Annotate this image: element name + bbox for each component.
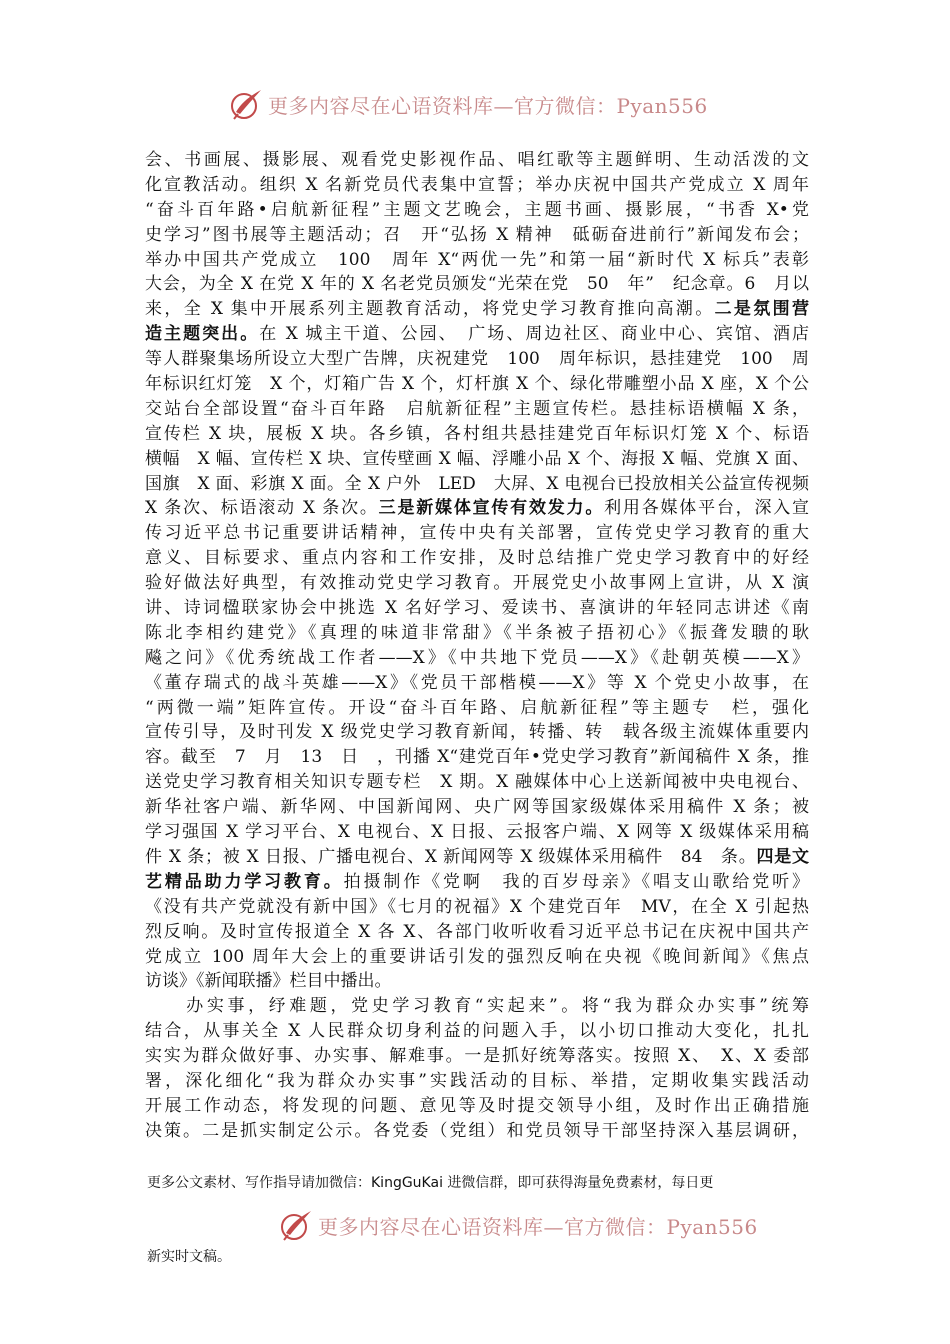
- body-line: [145, 447, 809, 472]
- line-text: 等人群聚集场所设立大型广告牌，庆祝建党 100 周年标识，悬挂建党 100 周: [145, 349, 809, 370]
- line-text: 化宣教活动。组织 X 名新党员代表集中宣誓；举办庆祝中国共产党成立 X 周年: [145, 174, 809, 195]
- body-line: [145, 969, 809, 994]
- body-line: [145, 173, 809, 198]
- line-text: 送党史学习教育相关知识专题专栏 X 期。X 融媒体中心上送新闻被中央电视台、: [145, 772, 809, 793]
- body-line: [145, 870, 809, 895]
- body-line: [145, 1119, 809, 1144]
- watermark-top: [0, 84, 950, 124]
- line-text: 讲、诗词楹联家协会中挑选 X 名好学习、爱读书、喜演讲的年轻同志讲述《南: [145, 598, 809, 619]
- line-text: 宣传栏 X 块，展板 X 块。各乡镇，各村组共悬挂建党百年标识灯笼 X 个、标语: [145, 423, 809, 444]
- body-line: [145, 1019, 809, 1044]
- line-text: 件 X 条；被 X 日报、广播电视台、X 新闻网等 X 级媒体采用稿件 84 条。: [145, 846, 757, 867]
- body-line: [145, 945, 809, 970]
- watermark-text: 更多内容尽在心语资料库—官方微信：Pyan556: [318, 1215, 758, 1239]
- line-text: 《没有共产党就没有新中国》《七月的祝福》X 个建党百年 MV，在全 X 引起热: [145, 896, 809, 917]
- line-text: 飚之问》《优秀统战工作者——X》《中共地下党员——X》《赴朝英模——X》: [145, 647, 809, 668]
- body-line: [145, 496, 809, 521]
- line-text: 实实为群众做好事、办实事、解难事。一是抓好统筹落实。按照 X、 X、X 委部: [145, 1046, 809, 1067]
- line-text: 在 X 城主干道、公园、 广场、周边社区、商业中心、宾馆、酒店: [259, 324, 809, 345]
- body-line: [145, 621, 809, 646]
- line-text: 学习强国 X 学习平台、X 电视台、X 日报、云报客户端、X 网等 X 级媒体采用稿: [145, 822, 809, 843]
- line-text: 党成立 100 周年大会上的重要讲话引发的强烈反响在央视《晚间新闻》《焦点: [145, 946, 809, 967]
- body-line: [145, 198, 809, 223]
- body-line: [145, 671, 809, 696]
- body-line: [145, 472, 809, 497]
- body-line: [145, 696, 809, 721]
- line-text: 开展工作动态，将发现的问题、意见等及时提交领导小组，及时作出正确措施: [145, 1095, 809, 1116]
- body-line: [145, 521, 809, 546]
- line-text: 史学习”图书展等主题活动；召 开“弘扬 X 精神 砥砺奋进前行”新闻发布会；: [145, 224, 809, 245]
- line-text: 利用各媒体平台，深入宣: [604, 498, 809, 519]
- line-text: 举办中国共产党成立 100 周年 X“两优一先”和第一届“新时代 X 标兵”表彰: [145, 249, 809, 270]
- body-line: [145, 745, 809, 770]
- body-line: [145, 895, 809, 920]
- body-line: [145, 372, 809, 397]
- quill-logo-icon: [228, 86, 264, 122]
- body-line: [145, 920, 809, 945]
- body-line: [145, 820, 809, 845]
- body-line: [145, 248, 809, 273]
- line-text: 陈北李相约建党》《真理的味道非常甜》《半条被子捂初心》《振聋发聩的耿: [145, 622, 809, 643]
- line-text: 宣传引导，及时刊发 X 级党史学习教育新闻，转播、转 载各级主流媒体重要内: [145, 722, 809, 743]
- line-text: 访谈》《新闻联播》栏目中播出。: [145, 971, 392, 992]
- body-line: [145, 770, 809, 795]
- line-text: 拍摄制作《党啊 我的百岁母亲》《唱支山歌给党听》: [343, 871, 809, 892]
- body-line: [145, 1044, 809, 1069]
- body-line: [145, 596, 809, 621]
- line-text: 结合，从事关全 X 人民群众切身利益的问题入手，以小切口推动大变化，扎扎: [145, 1021, 809, 1042]
- body-line: [145, 1094, 809, 1119]
- bold-heading: 艺精品助力学习教育。: [145, 871, 344, 892]
- line-text: 传习近平总书记重要讲话精神，宣传中央有关部署，宣传党史学习教育的重大: [145, 523, 809, 544]
- body-line: [145, 347, 809, 372]
- quill-logo-icon: [278, 1207, 314, 1243]
- document-body: [145, 148, 809, 1144]
- line-text: 烈反响。及时宣传报道全 X 各 X、各部门收听收看习近平总书记在庆祝中国共产: [145, 921, 809, 942]
- body-line: [145, 297, 809, 322]
- body-line: [145, 795, 809, 820]
- line-text: 会、书画展、摄影展、观看党史影视作品、唱红歌等主题鲜明、生动活泼的文: [145, 150, 809, 170]
- bold-heading: 造主题突出。: [145, 324, 260, 345]
- line-text: 国旗 X 面、彩旗 X 面。全 X 户外 LED 大屏、X 电视台已投放相关公益宣传视频: [145, 473, 809, 494]
- watermark-bottom: [0, 1205, 950, 1245]
- body-line: [145, 1069, 809, 1094]
- body-line: [145, 646, 809, 671]
- body-line: [145, 845, 809, 870]
- line-text: 新华社客户端、新华网、中国新闻网、央广网等国家级媒体采用稿件 X 条；被: [145, 797, 809, 818]
- body-line: [145, 148, 809, 173]
- line-text: “奋斗百年路•启航新征程”主题文艺晚会，主题书画、摄影展，“书香 X•党: [145, 199, 809, 220]
- body-line: [145, 397, 809, 422]
- body-line: [145, 422, 809, 447]
- line-text: 决策。二是抓实制定公示。各党委（党组）和党员领导干部坚持深入基层调研，: [145, 1120, 809, 1141]
- line-text: 验好做法好典型，有效推动党史学习教育。开展党史小故事网上宣讲，从 X 演: [145, 573, 809, 594]
- line-text: 年标识红灯笼 X 个，灯箱广告 X 个，灯杆旗 X 个、绿化带雕塑小品 X 座，X 个公: [145, 374, 809, 395]
- line-text: 横幅 X 幅、宣传栏 X 块、宣传壁画 X 幅、浮雕小品 X 个、海报 X 幅、党旗 X 面、: [145, 448, 809, 469]
- line-text: 意义、目标要求、重点内容和工作安排，及时总结推广党史学习教育中的好经: [145, 548, 809, 569]
- body-line: [145, 322, 809, 347]
- footer-line-2: 新实时文稿。: [147, 1249, 231, 1265]
- body-line: [145, 272, 809, 297]
- footer-line-1: 更多公文素材、写作指导请加微信：KingGuKai 进微信群，即可获得海量免费素材，每日更: [147, 1175, 714, 1191]
- bold-heading: 四是文: [756, 846, 809, 867]
- line-text: 来，全 X 集中开展系列主题教育活动，将党史学习教育推向高潮。: [145, 299, 715, 320]
- line-text: 大会，为全 X 在党 X 年的 X 名老党员颁发“光荣在党 50 年” 纪念章。6 月以: [145, 274, 809, 295]
- watermark-text: 更多内容尽在心语资料库—官方微信：Pyan556: [268, 94, 708, 118]
- body-line: [145, 994, 809, 1019]
- line-text: 办实事，纾难题，党史学习教育“实起来”。将“我为群众办实事”统筹: [145, 996, 809, 1017]
- line-text: “两微一端”矩阵宣传。开设“奋斗百年路、启航新征程”等主题专 栏，强化: [145, 697, 809, 718]
- bold-heading: 三是新媒体宣传有效发力。: [378, 498, 605, 519]
- body-line: [145, 571, 809, 596]
- body-line: [145, 223, 809, 248]
- line-text: 交站台全部设置“奋斗百年路 启航新征程”主题宣传栏。悬挂标语横幅 X 条，: [145, 398, 809, 419]
- line-text: X 条次、标语滚动 X 条次。: [145, 498, 379, 519]
- line-text: 容。截至 7 月 13 日 ，刊播 X“建党百年•党史学习教育”新闻稿件 X 条，推: [145, 747, 809, 768]
- bold-heading: 二是氛围营: [714, 299, 809, 320]
- body-line: [145, 720, 809, 745]
- line-text: 署，深化细化“我为群众办实事”实践活动的目标、举措，定期收集实践活动: [145, 1070, 809, 1091]
- body-line: [145, 546, 809, 571]
- line-text: 《董存瑞式的战斗英雄——X》《党员干部楷模——X》等 X 个党史小故事，在: [145, 672, 809, 693]
